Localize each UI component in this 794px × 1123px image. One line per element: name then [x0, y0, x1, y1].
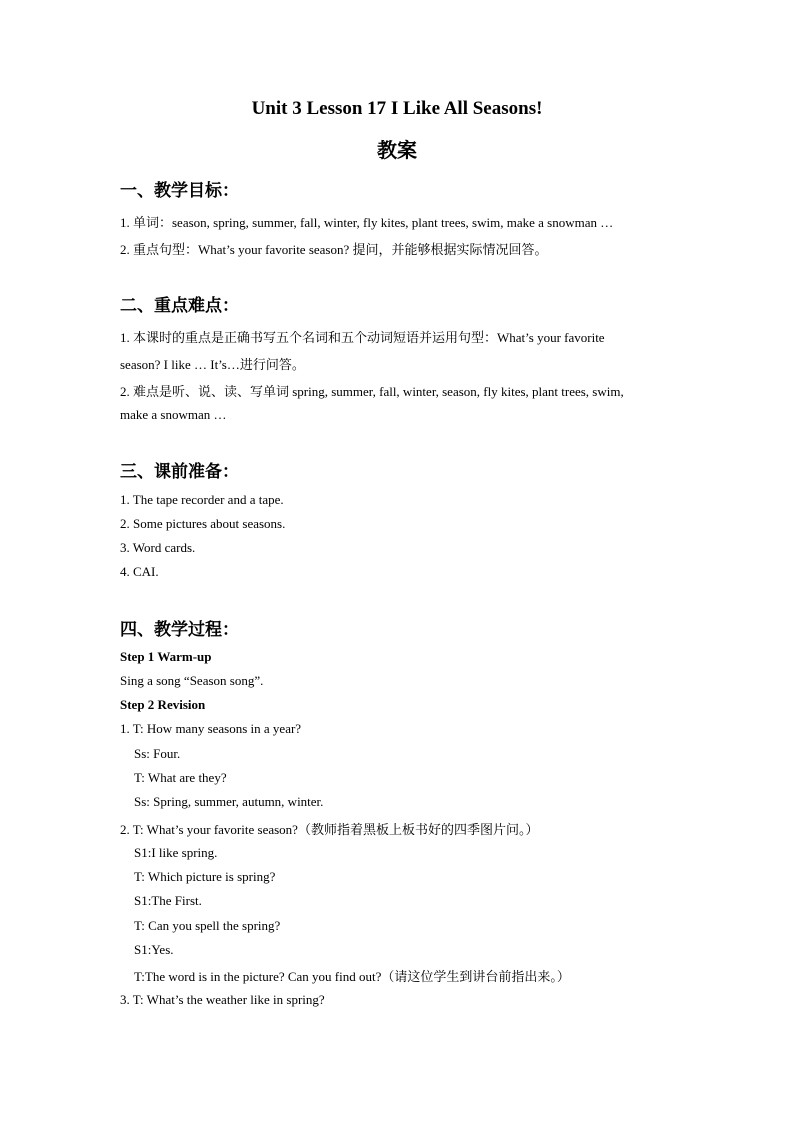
key-point-line: make a snowman …	[120, 407, 227, 422]
page-subtitle: 教案	[377, 138, 417, 162]
dialogue-line: S1:The First.	[134, 893, 202, 908]
dialogue-line: T:The word is in the picture? Can you find out?（请这位学生到讲台前指出来。）	[134, 969, 570, 984]
dialogue-line: T: Can you spell the spring?	[134, 918, 281, 933]
section-heading-preparation: 三、课前准备：	[120, 462, 239, 482]
preparation-item: 4. CAI.	[120, 564, 159, 579]
dialogue-line: T: What are they?	[134, 770, 227, 785]
section-heading-objectives: 一、教学目标：	[120, 181, 239, 201]
key-point-line: 2. 难点是听、说、读、写单词 spring, summer, fall, winter, season, fly kites, plant trees, swim,	[120, 384, 624, 399]
key-point-line: season? I like … It’s…进行问答。	[120, 357, 305, 372]
dialogue-line: Ss: Spring, summer, autumn, winter.	[134, 794, 324, 809]
preparation-item: 1. The tape recorder and a tape.	[120, 492, 284, 507]
dialogue-line: S1:I like spring.	[134, 845, 218, 860]
objective-line: 1. 单词：season, spring, summer, fall, winter, fly kites, plant trees, swim, make a snowman …	[120, 215, 614, 230]
step-heading: Step 1 Warm-up	[120, 649, 212, 664]
procedure-line: Sing a song “Season song”.	[120, 673, 264, 688]
procedure-line: 2. T: What’s your favorite season?（教师指着黑板上板书好的四季图片问。）	[120, 822, 539, 837]
preparation-item: 2. Some pictures about seasons.	[120, 516, 286, 531]
section-heading-procedure: 四、教学过程：	[120, 620, 239, 640]
objective-line: 2. 重点句型：What’s your favorite season? 提问，并能够根据实际情况回答。	[120, 242, 548, 257]
page-title: Unit 3 Lesson 17 I Like All Seasons!	[251, 98, 543, 119]
procedure-line: 1. T: How many seasons in a year?	[120, 721, 302, 736]
dialogue-line: T: Which picture is spring?	[134, 869, 276, 884]
section-heading-key-points: 二、重点难点：	[120, 296, 239, 316]
dialogue-line: S1:Yes.	[134, 942, 174, 957]
step-heading: Step 2 Revision	[120, 697, 206, 712]
procedure-line: 3. T: What’s the weather like in spring?	[120, 992, 325, 1007]
preparation-item: 3. Word cards.	[120, 540, 196, 555]
key-point-line: 1. 本课时的重点是正确书写五个名词和五个动词短语并运用句型：What’s your favorite	[120, 330, 605, 345]
dialogue-line: Ss: Four.	[134, 746, 181, 761]
